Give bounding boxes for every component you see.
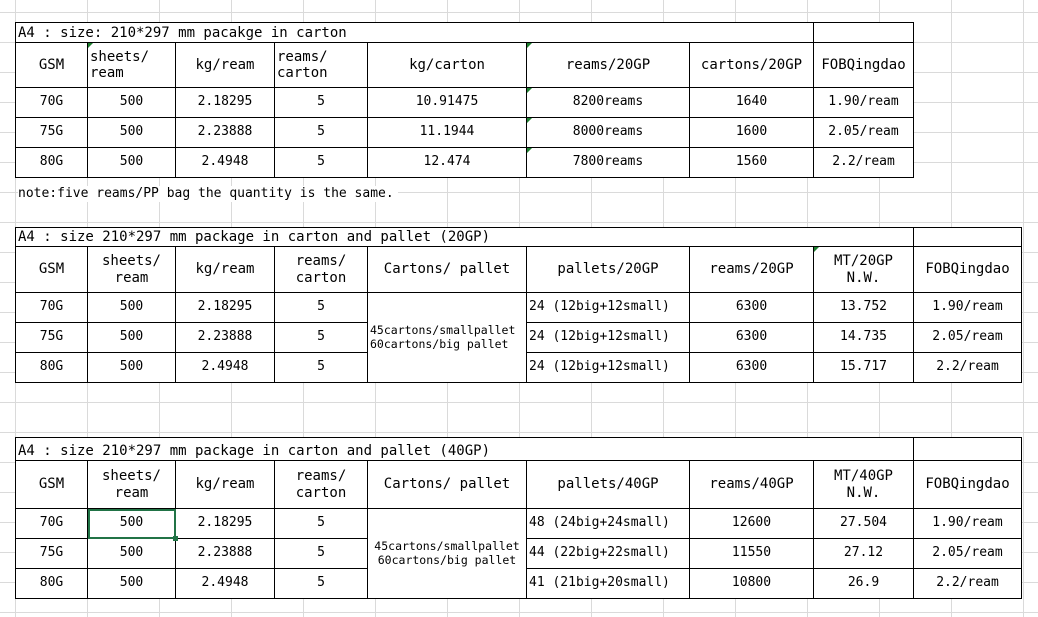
cell-kg-ream[interactable]: 2.18295 xyxy=(176,509,275,539)
cell-fob[interactable]: 1.90/ream xyxy=(914,509,1022,539)
cell-reams-40gp[interactable]: 10800 xyxy=(690,569,814,599)
header-sheets-ream[interactable]: sheets/ ream xyxy=(88,247,176,293)
header-fob-qingdao[interactable]: FOBQingdao xyxy=(914,247,1022,293)
cell-sheets[interactable]: 500 xyxy=(88,148,176,178)
header-kg-carton[interactable]: kg/carton xyxy=(368,43,527,88)
cell-cartons-20gp[interactable]: 1560 xyxy=(690,148,814,178)
cell-sheets[interactable]: 500 xyxy=(88,539,176,569)
cell-pallets-20gp[interactable]: 24 (12big+12small) xyxy=(527,353,690,383)
cell-pallets-20gp[interactable]: 24 (12big+12small) xyxy=(527,323,690,353)
cell-fob[interactable]: 2.05/ream xyxy=(814,118,914,148)
cell-sheets[interactable]: 500 xyxy=(88,323,176,353)
cell-mt-nw[interactable]: 27.12 xyxy=(814,539,914,569)
cell-reams-20gp[interactable]: 8000reams xyxy=(527,118,690,148)
cell-gsm[interactable]: 75G xyxy=(16,323,88,353)
cell-pallets-40gp[interactable]: 41 (21big+20small) xyxy=(527,569,690,599)
cell-fob[interactable]: 2.05/ream xyxy=(914,323,1022,353)
cell-kg-ream[interactable]: 2.23888 xyxy=(176,539,275,569)
header-gsm[interactable]: GSM xyxy=(16,43,88,88)
cell-kg-carton[interactable]: 10.91475 xyxy=(368,88,527,118)
header-reams-20gp[interactable]: reams/20GP xyxy=(690,247,814,293)
cell-reams-carton[interactable]: 5 xyxy=(275,148,368,178)
cell-kg-ream[interactable]: 2.18295 xyxy=(176,88,275,118)
cell-sheets[interactable]: 500 xyxy=(88,118,176,148)
header-sheets-ream[interactable]: sheets/ ream xyxy=(88,461,176,509)
cell-reams-carton[interactable]: 5 xyxy=(275,353,368,383)
header-gsm[interactable]: GSM xyxy=(16,461,88,509)
cell-reams-20gp[interactable]: 6300 xyxy=(690,293,814,323)
header-sheets-ream[interactable]: sheets/ ream xyxy=(88,43,176,88)
cell-kg-ream[interactable]: 2.23888 xyxy=(176,323,275,353)
note-text[interactable]: note:five reams/PP bag the quantity is the same. xyxy=(18,186,398,202)
header-reams-carton[interactable]: reams/ carton xyxy=(275,247,368,293)
cell-mt-nw[interactable]: 26.9 xyxy=(814,569,914,599)
cell-reams-carton[interactable]: 5 xyxy=(275,569,368,599)
header-reams-carton[interactable]: reams/ carton xyxy=(275,461,368,509)
cell-kg-carton[interactable]: 11.1944 xyxy=(368,118,527,148)
cell-reams-40gp[interactable]: 11550 xyxy=(690,539,814,569)
cell-fob[interactable]: 2.05/ream xyxy=(914,539,1022,569)
cell-sheets[interactable]: 500 xyxy=(88,569,176,599)
header-kg-ream[interactable]: kg/ream xyxy=(176,247,275,293)
cell-fob[interactable]: 2.2/ream xyxy=(814,148,914,178)
header-cartons-20gp[interactable]: cartons/20GP xyxy=(690,43,814,88)
selection-fill-handle[interactable] xyxy=(173,536,178,541)
cell-sheets-selected[interactable]: 500 xyxy=(88,509,176,539)
empty-cell[interactable] xyxy=(914,438,1022,461)
header-kg-ream[interactable]: kg/ream xyxy=(176,43,275,88)
cell-gsm[interactable]: 70G xyxy=(16,88,88,118)
cell-fob[interactable]: 1.90/ream xyxy=(814,88,914,118)
table1-title-cell[interactable]: A4 : size: 210*297 mm pacakge in carton xyxy=(16,23,814,43)
cell-fob[interactable]: 2.2/ream xyxy=(914,569,1022,599)
cell-mt-nw[interactable]: 27.504 xyxy=(814,509,914,539)
cell-cartons-pallet-merged[interactable]: 45cartons/smallpallet 60cartons/big pallet xyxy=(368,509,527,599)
cell-mt-nw[interactable]: 13.752 xyxy=(814,293,914,323)
cell-reams-carton[interactable]: 5 xyxy=(275,118,368,148)
cell-kg-ream[interactable]: 2.23888 xyxy=(176,118,275,148)
cell-pallets-20gp[interactable]: 24 (12big+12small) xyxy=(527,293,690,323)
cell-kg-ream[interactable]: 2.4948 xyxy=(176,148,275,178)
cell-reams-40gp[interactable]: 12600 xyxy=(690,509,814,539)
cell-sheets[interactable]: 500 xyxy=(88,293,176,323)
header-reams-carton[interactable]: reams/ carton xyxy=(275,43,368,88)
header-reams-40gp[interactable]: reams/40GP xyxy=(690,461,814,509)
header-pallets-40gp[interactable]: pallets/40GP xyxy=(527,461,690,509)
cell-fob[interactable]: 1.90/ream xyxy=(914,293,1022,323)
cell-kg-carton[interactable]: 12.474 xyxy=(368,148,527,178)
empty-cell[interactable] xyxy=(914,228,1022,247)
table2-title-cell[interactable]: A4 : size 210*297 mm package in carton and pallet (20GP) xyxy=(16,228,914,247)
header-mt-20gp-nw[interactable]: MT/20GP N.W. xyxy=(814,247,914,293)
table-pallet-20gp xyxy=(15,227,1022,383)
cell-kg-ream[interactable]: 2.18295 xyxy=(176,293,275,323)
cell-gsm[interactable]: 80G xyxy=(16,353,88,383)
header-mt-40gp-nw[interactable]: MT/40GP N.W. xyxy=(814,461,914,509)
cell-gsm[interactable]: 80G xyxy=(16,148,88,178)
cell-gsm[interactable]: 70G xyxy=(16,509,88,539)
cell-pallets-40gp[interactable]: 48 (24big+24small) xyxy=(527,509,690,539)
cell-reams-20gp[interactable]: 6300 xyxy=(690,323,814,353)
cell-reams-carton[interactable]: 5 xyxy=(275,293,368,323)
header-pallets-20gp[interactable]: pallets/20GP xyxy=(527,247,690,293)
cell-reams-carton[interactable]: 5 xyxy=(275,509,368,539)
header-gsm[interactable]: GSM xyxy=(16,247,88,293)
cell-kg-ream[interactable]: 2.4948 xyxy=(176,353,275,383)
cell-fob[interactable]: 2.2/ream xyxy=(914,353,1022,383)
empty-cell[interactable] xyxy=(814,23,914,43)
cell-sheets[interactable]: 500 xyxy=(88,88,176,118)
header-fob-qingdao[interactable]: FOBQingdao xyxy=(914,461,1022,509)
cell-gsm[interactable]: 75G xyxy=(16,539,88,569)
cell-gsm[interactable]: 80G xyxy=(16,569,88,599)
cell-reams-carton[interactable]: 5 xyxy=(275,323,368,353)
cell-cartons-pallet-merged[interactable]: 45cartons/smallpallet 60cartons/big pallet xyxy=(368,293,527,383)
table-carton-package xyxy=(15,22,914,178)
header-fob-qingdao[interactable]: FOBQingdao xyxy=(814,43,914,88)
cell-reams-20gp[interactable]: 8200reams xyxy=(527,88,690,118)
cell-mt-nw[interactable]: 15.717 xyxy=(814,353,914,383)
header-reams-20gp[interactable]: reams/20GP xyxy=(527,43,690,88)
cell-cartons-20gp[interactable]: 1640 xyxy=(690,88,814,118)
cell-mt-nw[interactable]: 14.735 xyxy=(814,323,914,353)
cell-reams-20gp[interactable]: 6300 xyxy=(690,353,814,383)
cell-kg-ream[interactable]: 2.4948 xyxy=(176,569,275,599)
cell-sheets[interactable]: 500 xyxy=(88,353,176,383)
header-cartons-pallet[interactable]: Cartons/ pallet xyxy=(368,461,527,509)
table-pallet-40gp xyxy=(15,437,1022,599)
cell-reams-carton[interactable]: 5 xyxy=(275,539,368,569)
cell-gsm[interactable]: 70G xyxy=(16,293,88,323)
cell-reams-carton[interactable]: 5 xyxy=(275,88,368,118)
cell-pallets-40gp[interactable]: 44 (22big+22small) xyxy=(527,539,690,569)
cell-reams-20gp[interactable]: 7800reams xyxy=(527,148,690,178)
cell-gsm[interactable]: 75G xyxy=(16,118,88,148)
cell-cartons-20gp[interactable]: 1600 xyxy=(690,118,814,148)
header-kg-ream[interactable]: kg/ream xyxy=(176,461,275,509)
header-cartons-pallet[interactable]: Cartons/ pallet xyxy=(368,247,527,293)
table3-title-cell[interactable]: A4 : size 210*297 mm package in carton and pallet (40GP) xyxy=(16,438,914,461)
